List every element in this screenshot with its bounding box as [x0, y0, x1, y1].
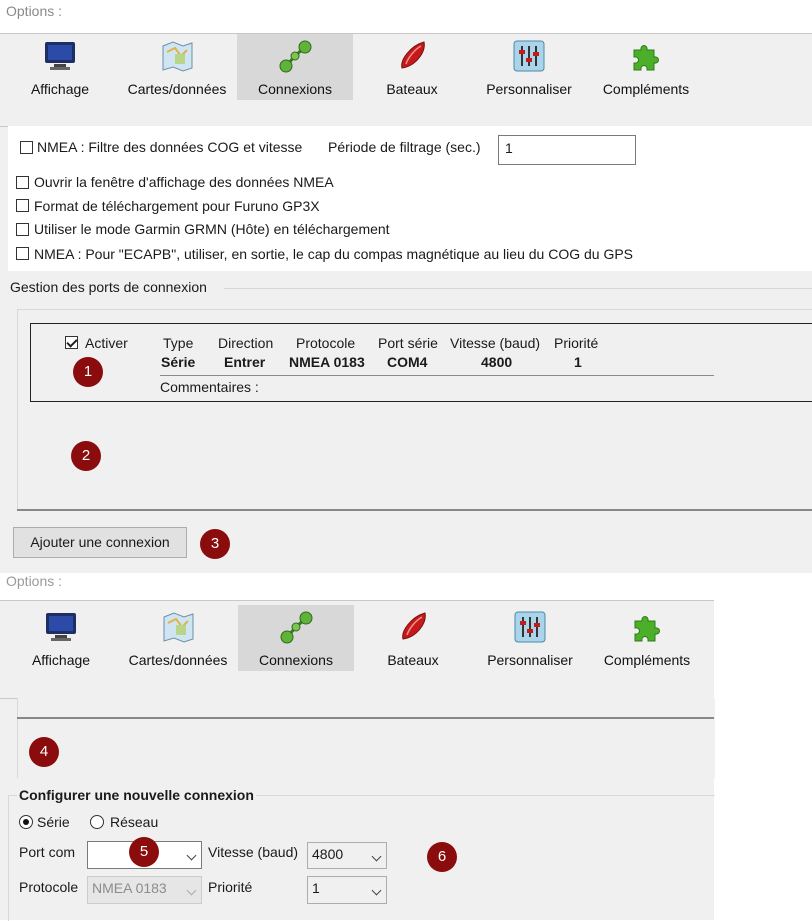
nmea-filter-checkbox[interactable] — [20, 141, 33, 154]
radio-network-label: Réseau — [110, 814, 159, 830]
priority-value: 1 — [312, 880, 320, 896]
col-header-type: Type — [163, 335, 194, 351]
port-com-label: Port com — [19, 844, 76, 860]
tab-label: Cartes/données — [127, 81, 227, 97]
connections-icon — [277, 38, 313, 74]
chevron-down-icon — [187, 851, 197, 861]
puzzle-icon — [628, 38, 664, 74]
window-title: Options : — [6, 3, 63, 19]
ports-section-title: Gestion des ports de connexion — [10, 279, 207, 295]
tab-label: Cartes/données — [128, 652, 228, 668]
tab-label: Compléments — [602, 81, 690, 97]
option-label: Utiliser le mode Garmin GRMN (Hôte) en téléchargement — [34, 221, 390, 237]
cell-speed: 4800 — [481, 354, 513, 370]
tab-label: Connexions — [258, 81, 332, 97]
enable-checkbox[interactable] — [65, 336, 78, 349]
tab-affichage[interactable] — [2, 34, 118, 100]
tab-label: Compléments — [603, 652, 691, 668]
list-bottom-line — [17, 717, 714, 719]
garmin-mode-checkbox[interactable] — [16, 223, 29, 236]
boat-icon — [394, 38, 430, 74]
connections-icon — [278, 609, 314, 645]
ports-list-area — [17, 698, 715, 778]
radio-serial-label: Série — [37, 814, 70, 830]
cell-port: COM4 — [387, 354, 428, 370]
radio-serial[interactable] — [19, 815, 33, 829]
tab-bateaux[interactable] — [355, 605, 471, 671]
tab-label: Personnaliser — [486, 81, 572, 97]
radio-network[interactable] — [90, 815, 104, 829]
sliders-icon — [511, 38, 547, 74]
charts-icon — [159, 38, 195, 74]
col-header-protocol: Protocole — [296, 335, 356, 351]
tab-label: Connexions — [259, 652, 333, 668]
window-title: Options : — [6, 573, 63, 589]
speed-label: Vitesse (baud) — [208, 844, 299, 860]
tab-cartes[interactable] — [119, 34, 235, 100]
monitor-icon — [43, 609, 79, 645]
protocol-select[interactable] — [87, 876, 202, 904]
cell-type: Série — [161, 354, 196, 370]
boat-icon — [395, 609, 431, 645]
charts-icon — [160, 609, 196, 645]
config-title: Configurer une nouvelle connexion — [19, 787, 254, 803]
protocol-label: Protocole — [19, 879, 79, 895]
protocol-value: NMEA 0183 — [92, 880, 167, 896]
toolbar — [0, 33, 812, 127]
chevron-down-icon — [372, 886, 382, 896]
ecapb-checkbox[interactable] — [16, 247, 29, 260]
annotation-badge-5: 5 — [129, 837, 159, 867]
row-divider — [160, 375, 714, 376]
annotation-badge-1: 1 — [73, 357, 103, 387]
monitor-icon — [42, 38, 78, 74]
speed-select[interactable] — [307, 842, 387, 869]
filter-period-label: Période de filtrage (sec.) — [328, 139, 481, 155]
col-header-port: Port série — [378, 335, 438, 351]
tab-connexions[interactable] — [237, 34, 353, 100]
cell-priority: 1 — [574, 354, 582, 370]
list-bottom-line — [17, 509, 812, 511]
puzzle-icon — [629, 609, 665, 645]
speed-value: 4800 — [312, 846, 344, 862]
add-connection-button[interactable]: Ajouter une connexion — [13, 527, 187, 558]
chevron-down-icon — [187, 886, 197, 896]
option-label: Format de téléchargement pour Furuno GP3X — [34, 198, 320, 214]
col-header-speed: Vitesse (baud) — [450, 335, 541, 351]
open-nmea-window-checkbox[interactable] — [16, 176, 29, 189]
cell-direction: Entrer — [224, 354, 266, 370]
tab-complements[interactable] — [588, 34, 704, 100]
cell-protocol: NMEA 0183 — [289, 354, 365, 370]
tab-label: Affichage — [30, 81, 90, 97]
sliders-icon — [512, 609, 548, 645]
tab-label: Bateaux — [387, 652, 439, 668]
priority-label: Priorité — [208, 879, 253, 895]
tab-connexions[interactable] — [238, 605, 354, 671]
furuno-format-checkbox[interactable] — [16, 199, 29, 212]
tab-complements[interactable] — [589, 605, 705, 671]
tab-label: Bateaux — [386, 81, 438, 97]
annotation-badge-2: 2 — [71, 441, 101, 471]
tab-label: Personnaliser — [487, 652, 573, 668]
chevron-down-icon — [372, 852, 382, 862]
annotation-badge-3: 3 — [200, 529, 230, 559]
col-header-priority: Priorité — [554, 335, 599, 351]
filter-period-input[interactable]: 1 — [498, 135, 636, 165]
col-header-direction: Direction — [218, 335, 274, 351]
tab-bateaux[interactable] — [354, 34, 470, 100]
toolbar — [0, 600, 714, 699]
tab-affichage[interactable] — [3, 605, 119, 671]
annotation-badge-6: 6 — [427, 842, 457, 872]
tab-personnaliser[interactable] — [471, 34, 587, 100]
tab-cartes[interactable] — [120, 605, 236, 671]
option-label: Ouvrir la fenêtre d'affichage des données NMEA — [34, 174, 334, 190]
enable-label: Activer — [85, 335, 128, 351]
annotation-badge-4: 4 — [29, 737, 59, 767]
priority-select[interactable] — [307, 876, 387, 904]
option-label: NMEA : Pour "ECAPB", utiliser, en sortie, le cap du compas magnétique au lieu du COG du GPS — [34, 246, 634, 262]
tab-label: Affichage — [31, 652, 91, 668]
comments-label: Commentaires : — [160, 379, 259, 395]
section-divider — [224, 288, 812, 289]
nmea-filter-label: NMEA : Filtre des données COG et vitesse — [37, 139, 303, 155]
tab-personnaliser[interactable] — [472, 605, 588, 671]
